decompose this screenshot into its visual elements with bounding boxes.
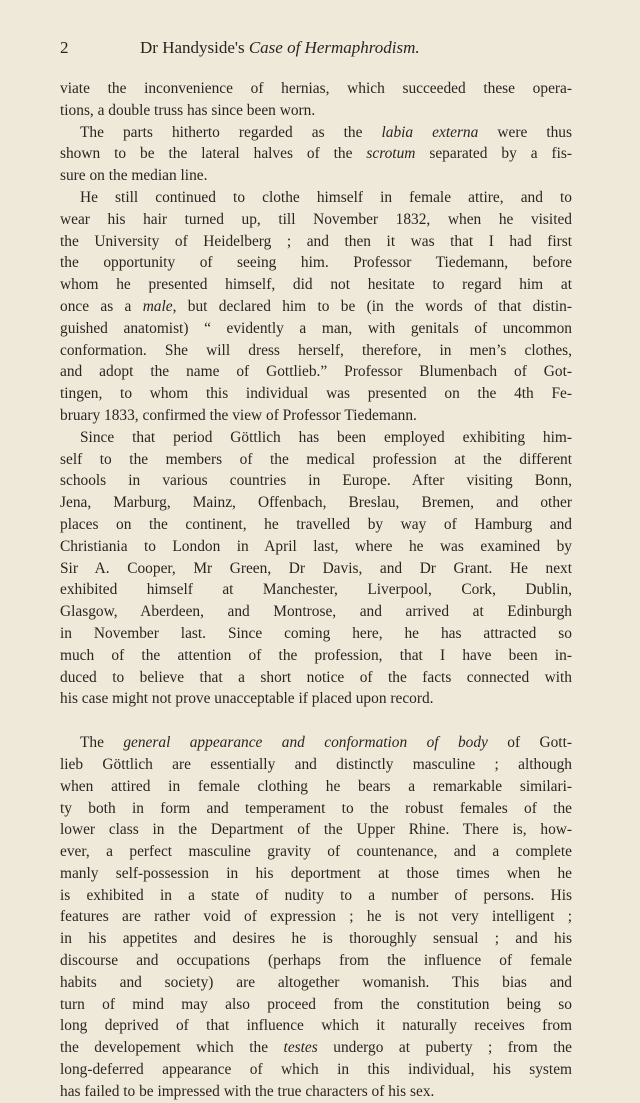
text-line: and adopt the name of Gottlieb.” Professor Blumenbach of Got- [60,363,572,381]
text-line: turn of mind may also proceed from the constitution being so [60,995,572,1013]
text-line: long-deferred appearance of which in this individual, his system [60,1061,572,1079]
italic-term: scrotum [366,145,416,163]
paragraph-2 [60,122,572,187]
page-number: 2 [60,38,69,57]
text-line: viate the inconvenience of hernias, which succeeded these opera- [60,80,572,97]
text-line: habits and society) are altogether womanish. This bias and [60,973,572,991]
text-line: has failed to be impressed with the true characters of his sex. [60,1082,435,1100]
running-author: Dr Handyside's [140,38,245,57]
text-line: the developement which the testes undergo at puberty ; from the [60,1039,573,1057]
text-line: long deprived of that influence which it naturally receives from [60,1017,572,1035]
italic-term: labia externa [381,123,479,141]
text-line: his case might not prove unacceptable if placed upon record. [60,690,434,708]
paragraph-gap [60,710,572,732]
text-line: sure on the median line. [60,167,208,185]
italic-term: testes [283,1039,318,1057]
paragraph-1 [60,78,572,122]
text-line: lieb Göttlich are essentially and distinctly masculine ; although [60,755,572,773]
text-line: once as a male, but declared him to be (in the words of that distin- [60,297,572,315]
text-line: The general appearance and conformation of body of Gott- [80,734,572,752]
text-line: ty both in form and temperament to the robust females of the [60,799,572,817]
text-line: in November last. Since coming here, he has attracted so [60,624,572,642]
text-line: ever, a perfect masculine gravity of countenance, and a complete [60,843,572,861]
text-line: lower class in the Department of the Upper Rhine. There is, how- [60,821,572,839]
text-line: Jena, Marburg, Mainz, Offenbach, Breslau, Bremen, and other [60,494,572,512]
text-line: exhibited himself at Manchester, Liverpool, Cork, Dublin, [60,581,572,599]
paragraph-3 [60,187,572,427]
text-line: shown to be the lateral halves of the scrotum separated by a fis- [60,145,572,163]
paragraph-5 [60,732,572,1103]
text-line: the University of Heidelberg ; and then it was that I had first [60,232,572,250]
running-title [140,38,420,58]
running-title-italic: Case of Hermaphrodism. [248,38,420,57]
text-line: whom he presented himself, did not hesitate to regard him at [60,276,572,294]
text-line: when attired in female clothing he bears a remarkable similari- [60,777,572,795]
body-text [60,78,572,1103]
text-line: guished anatomist) “ evidently a man, with genitals of uncommon [60,319,572,337]
text-line: the opportunity of seeing him. Professor Tiedemann, before [60,254,572,272]
text-line: places on the continent, he travelled by way of Hamburg and [60,515,572,533]
text-line: wear his hair turned up, till November 1832, when he visited [60,210,572,228]
text-line: features are rather void of expression ; he is not very intelligent ; [60,908,572,926]
text-line: in his appetites and desires he is thoroughly sensual ; and his [60,930,572,948]
text-line: Since that period Göttlich has been employed exhibiting him- [80,428,572,446]
text-line: bruary 1833, confirmed the view of Professor Tiedemann. [60,406,417,424]
text-line: The parts hitherto regarded as the labia externa were thus [80,123,572,141]
text-line: schools in various countries in Europe. After visiting Bonn, [60,472,572,490]
text-line: tingen, to whom this individual was presented on the 4th Fe- [60,385,572,403]
text-line: conformation. She will dress herself, therefore, in men’s clothes, [60,341,572,359]
text-line: tions, a double truss has since been worn. [60,101,316,119]
text-line: He still continued to clothe himself in female attire, and to [80,188,572,206]
text-line: Sir A. Cooper, Mr Green, Dr Davis, and Dr Grant. He next [60,559,572,577]
italic-term: general appearance and conformation of body [123,734,488,752]
italic-term: male [142,297,173,315]
text-line: manly self-possession in his deportment at those times when he [60,864,572,882]
text-line: Christiania to London in April last, where he was examined by [60,537,572,555]
text-line: discourse and occupations (perhaps from the influence of female [60,952,572,970]
text-line: much of the attention of the profession, that I have been in- [60,646,572,664]
text-line: Glasgow, Aberdeen, and Montrose, and arrived at Edinburgh [60,603,572,621]
text-line: is exhibited in a state of nudity to a number of persons. His [60,886,572,904]
paragraph-4 [60,427,572,710]
running-header [60,38,572,64]
book-page [60,38,572,1103]
text-line: self to the members of the medical profession at the different [60,450,572,468]
text-line: duced to believe that a short notice of the facts connected with [60,668,572,686]
